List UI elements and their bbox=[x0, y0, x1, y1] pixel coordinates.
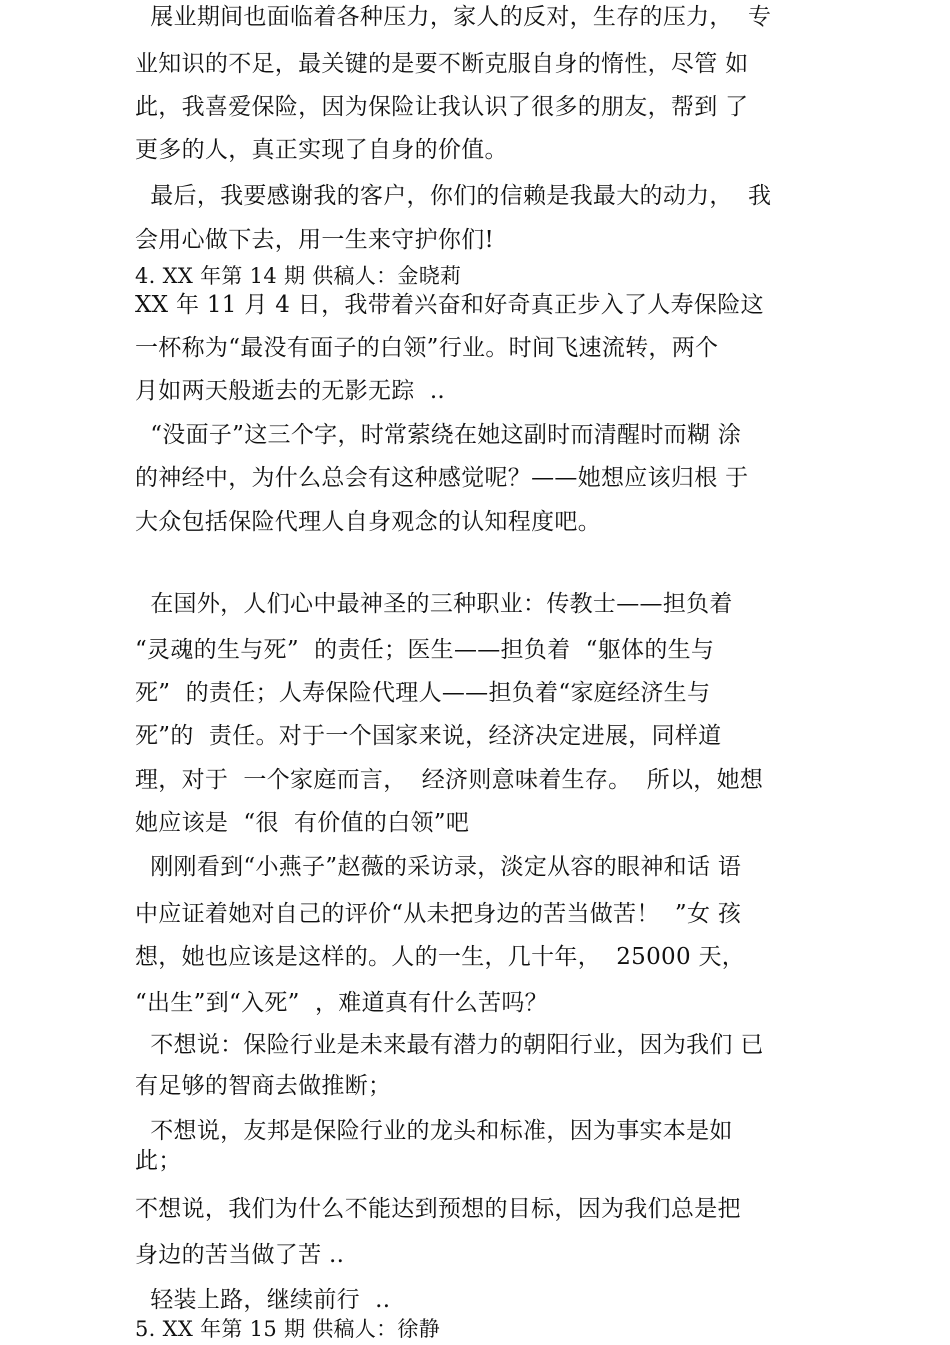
text-line: 此； bbox=[135, 1148, 182, 1174]
text-line: 展业期间也面临着各种压力，家人的反对，生存的压力， 专 bbox=[135, 4, 772, 30]
text-line: 死”的 责任。对于一个国家来说，经济决定进展，同样道 bbox=[135, 723, 722, 749]
text-line: 不想说，友邦是保险行业的龙头和标准，因为事实本是如 bbox=[135, 1118, 733, 1144]
text-line: 不想说：保险行业是未来最有潜力的朝阳行业，因为我们 已 bbox=[135, 1032, 764, 1058]
text-line: 轻装上路，继续前行 .. bbox=[135, 1287, 391, 1313]
text-line: 在国外，人们心中最神圣的三种职业：传教士——担负着 bbox=[135, 591, 733, 617]
text-line: 一杯称为“最没有面子的白领”行业。时间飞速流转，两个 bbox=[135, 335, 719, 361]
text-line: 业知识的不足，最关键的是要不断克服自身的惰性，尽管 如 bbox=[135, 51, 749, 77]
text-line: 中应证着她对自己的评价“从未把身边的苦当做苦！ ”女 孩 bbox=[135, 901, 742, 927]
text-line: “出生”到“入死” ，难道真有什么苦吗？ bbox=[135, 990, 548, 1016]
text-line: 最后，我要感谢我的客户，你们的信赖是我最大的动力， 我 bbox=[135, 183, 772, 209]
text-line: 她应该是 “很 有价值的白领”吧 bbox=[135, 810, 470, 836]
text-line: 身边的苦当做了苦 .. bbox=[135, 1242, 345, 1268]
text-line: 大众包括保险代理人自身观念的认知程度吧。 bbox=[135, 509, 601, 535]
text-line: “没面子”这三个字，时常萦绕在她这副时而清醒时而糊 涂 bbox=[135, 422, 742, 448]
text-line: 会用心做下去，用一生来守护你们! bbox=[135, 227, 495, 253]
text-line: 理，对于 一个家庭而言， 经济则意味着生存。 所以，她想 bbox=[135, 767, 764, 793]
text-line: XX 年 11 月 4 日，我带着兴奋和好奇真正步入了人寿保险这 bbox=[135, 292, 764, 318]
text-line: 此，我喜爱保险，因为保险让我认识了很多的朋友，帮到 了 bbox=[135, 94, 749, 120]
text-line: 不想说，我们为什么不能达到预想的目标，因为我们总是把 bbox=[135, 1196, 741, 1222]
text-line: 更多的人，真正实现了自身的价值。 bbox=[135, 137, 508, 163]
text-line: 月如两天般逝去的无影无踪 .. bbox=[135, 378, 446, 404]
text-line: 想，她也应该是这样的。人的一生，几十年， 25000 天， bbox=[135, 944, 746, 970]
text-line: 有足够的智商去做推断； bbox=[135, 1073, 392, 1099]
text-line: 刚刚看到“小燕子”赵薇的采访录，淡定从容的眼神和话 语 bbox=[135, 854, 742, 880]
section-heading: 4. XX 年第 14 期 供稿人：金晓莉 bbox=[135, 264, 462, 288]
text-line: 的神经中，为什么总会有这种感觉呢？——她想应该归根 于 bbox=[135, 465, 749, 491]
section-heading: 5. XX 年第 15 期 供稿人：徐静 bbox=[135, 1317, 441, 1341]
text-line: 死” 的责任；人寿保险代理人——担负着“家庭经济生与 bbox=[135, 680, 711, 706]
text-line: “灵魂的生与死” 的责任；医生——担负着 “躯体的生与 bbox=[135, 637, 715, 663]
